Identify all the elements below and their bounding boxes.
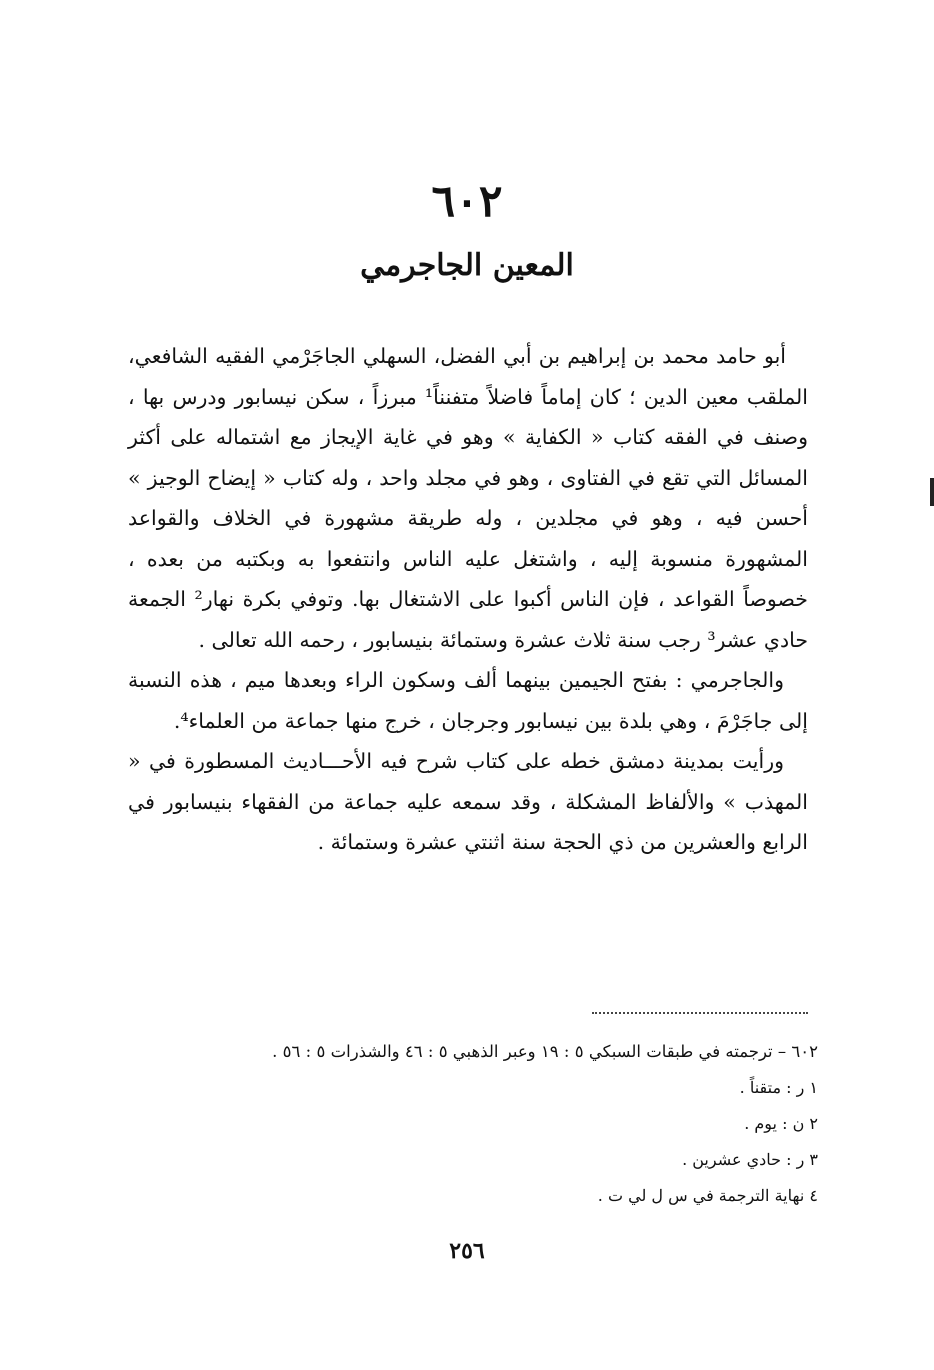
body-text bbox=[128, 336, 808, 863]
paragraph-manuscript: ورأيت بمدينة دمشق خطه على كتاب شرح فيه الأحـــاديث المسطورة في « المهذب » والألفاظ المشكلة ، وقد سمعه عليه جماعة من الفقهاء بنيسابور في الرابع والعشرين من ذي الحجة سنة اثنتي عشرة وستمائة . bbox=[128, 749, 808, 854]
footnote-1: ١ ر : متقناً . bbox=[739, 1078, 818, 1097]
footnote-sources: ٦٠٢ – ترجمته في طبقات السبكي ٥ : ١٩ وعبر الذهبي ٥ : ٤٦ والشذرات ٥ : ٥٦ . bbox=[272, 1042, 818, 1061]
footnotes bbox=[128, 1034, 818, 1214]
entry-title: المعين الجاجرمي bbox=[360, 248, 574, 283]
footnote-divider bbox=[592, 1012, 808, 1014]
footnote-2: ٢ ن : يوم . bbox=[744, 1114, 818, 1133]
scan-margin-mark bbox=[930, 478, 934, 506]
paragraph-biography: أبو حامد محمد بن إبراهيم بن أبي الفضل، السهلي الجاجَرْمي الفقيه الشافعي، الملقب معين الدين ؛ كان إماماً فاضلاً متفنناً¹ مبرزاً ، سكن نيسابور ودرس بها ، وصنف في الفقه كتاب « الكفاية » وهو في غاية الإيجاز مع اشتماله على أكثر المسائل التي تقع في الفتاوى ، وهو في مجلد واحد ، وله كتاب « إيضاح الوجيز » أحسن فيه ، وهو في مجلدين ، وله طريقة مشهورة في الخلاف والقواعد المشهورة منسوبة إليه ، واشتغل عليه الناس وانتفعوا به وبكتبه من بعده ، خصوصاً القواعد ، فإن الناس أكبوا على الاشتغال بها. وتوفي بكرة نهار² الجمعة حادي عشر³ رجب سنة ثلاث عشرة وستمائة بنيسابور ، رحمه الله تعالى . bbox=[128, 344, 808, 652]
entry-number: ٦٠٢ bbox=[431, 176, 503, 227]
footnote-3: ٣ ر : حادي عشرين . bbox=[682, 1150, 818, 1169]
paragraph-nisba: والجاجرمي : بفتح الجيمين بينهما ألف وسكون الراء وبعدها ميم ، هذه النسبة إلى جاجَرْمَ ، وهي بلدة بين نيسابور وجرجان ، خرج منها جماعة من العلماء⁴. bbox=[128, 668, 808, 733]
page-number: ٢٥٦ bbox=[449, 1238, 485, 1264]
footnote-4: ٤ نهاية الترجمة في س ل لي ت . bbox=[597, 1186, 818, 1205]
